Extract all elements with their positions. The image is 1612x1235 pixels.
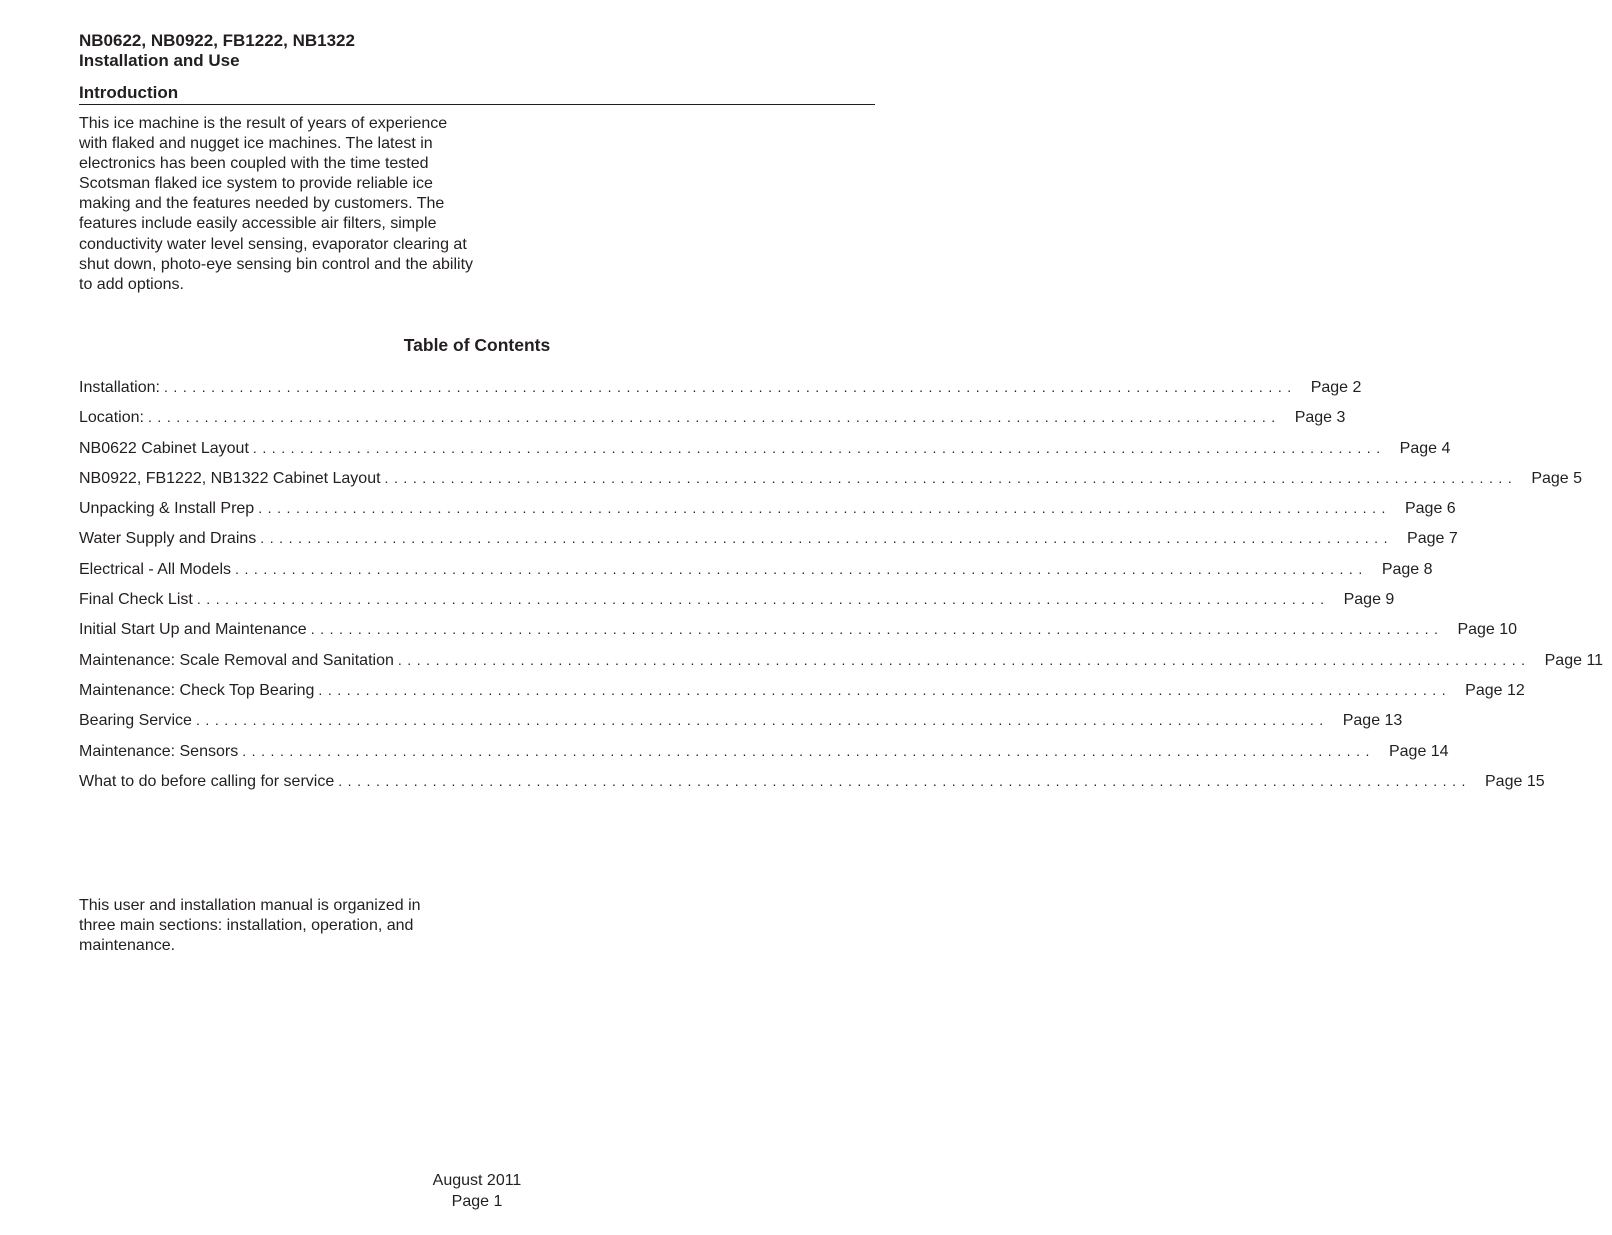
toc-entry-water-supply[interactable] (79, 527, 1458, 557)
dot-leader: ........................................................................................................................ (163, 379, 1297, 395)
toc-entry-page: Page 10 (1457, 621, 1518, 639)
dot-leader: ........................................................................................................................ (318, 681, 1452, 698)
dot-leader: ........................................................................................................................ (338, 772, 1471, 789)
dot-leader: ........................................................................................................................ (310, 621, 1444, 638)
toc-entry-initial-start-up[interactable] (79, 618, 1518, 648)
toc-entry-before-calling-service[interactable] (79, 770, 1545, 800)
dot-leader: ........................................................................................................................ (242, 742, 1375, 759)
toc-entry-check-top-bearing[interactable] (79, 679, 1525, 709)
toc-entry-page: Page 5 (1531, 469, 1583, 487)
dot-leader: ........................................................................................................................ (258, 500, 1391, 517)
toc-entry-page: Page 8 (1381, 560, 1433, 578)
model-numbers: NB0622, NB0922, FB1222, NB1322 (79, 31, 355, 50)
toc-entry-cabinet-layout-large[interactable] (79, 467, 1583, 497)
toc-entry-label: NB0922, FB1222, NB1322 Cabinet Layout (79, 469, 381, 487)
toc-entry-final-check-list[interactable] (79, 588, 1395, 618)
manual-organization-paragraph: This user and installation manual is organized in three main sections: installation, operation, and maintenance. (79, 897, 421, 955)
toc-entry-label: Water Supply and Drains (79, 530, 257, 548)
introduction-paragraph: This ice machine is the result of years of experience with flaked and nugget ice machines. The latest in electronics has been coupled with the time tested Scotsman flaked ice system to provide reliable ice making and the features needed by customers. The features include easily accessible air filters, simple conductivity water level sensing, evaporator clearing at shut down, photo-eye sensing bin control and the ability to add options. (79, 115, 474, 293)
toc-entry-label: Location: (79, 409, 144, 427)
toc-entry-label: Unpacking & Install Prep (79, 500, 255, 518)
toc-entry-label: NB0622 Cabinet Layout (79, 439, 249, 457)
toc-entry-label: What to do before calling for service (79, 772, 335, 790)
toc-entry-label: Installation: (79, 379, 160, 396)
dot-leader: ........................................................................................................................ (196, 591, 1330, 608)
toc-entry-page: Page 2 (1310, 379, 1362, 396)
toc-entry-nb0622-cabinet-layout[interactable] (79, 437, 1451, 467)
toc-entry-page: Page 3 (1294, 409, 1346, 427)
toc-entry-label: Electrical - All Models (79, 560, 232, 578)
dot-leader: ........................................................................................................................ (147, 409, 1281, 426)
toc-entry-label: Final Check List (79, 591, 193, 609)
toc-entry-label: Maintenance: Scale Removal and Sanitation (79, 651, 394, 669)
document-subtitle: Installation and Use (79, 51, 240, 70)
dot-leader: ........................................................................................................................ (195, 712, 1329, 729)
toc-entry-page: Page 15 (1485, 772, 1545, 790)
toc-title: Table of Contents (403, 335, 551, 355)
toc-entry-page: Page 4 (1399, 439, 1451, 457)
toc-entry-label: Maintenance: Check Top Bearing (79, 681, 315, 699)
toc-entry-page: Page 11 (1544, 651, 1604, 669)
page-footer (0, 1171, 954, 1212)
toc-entry-scale-removal[interactable] (79, 649, 1604, 679)
dot-leader: ........................................................................................................................ (260, 530, 1394, 547)
dot-leader: ........................................................................................................................ (235, 560, 1368, 577)
toc-entry-page: Page 6 (1404, 500, 1456, 518)
toc-entry-page: Page 9 (1343, 591, 1395, 609)
toc-entry-unpacking[interactable] (79, 497, 1456, 527)
page-number: Page 1 (451, 1192, 503, 1210)
toc-entry-electrical[interactable] (79, 558, 1433, 588)
publication-date: August 2011 (432, 1172, 522, 1189)
toc-entry-installation[interactable] (79, 376, 1362, 406)
introduction-heading: Introduction (79, 83, 875, 105)
toc-entry-label: Bearing Service (79, 712, 192, 730)
toc-entry-page: Page 13 (1342, 712, 1403, 730)
toc-entry-label: Initial Start Up and Maintenance (79, 621, 307, 639)
toc-entry-bearing-service[interactable] (79, 709, 1403, 739)
toc-entry-label: Maintenance: Sensors (79, 742, 239, 760)
toc-entry-location[interactable] (79, 406, 1346, 436)
dot-leader: ........................................................................................................................ (252, 439, 1386, 456)
table-of-contents (79, 376, 1604, 800)
document-header (79, 31, 875, 71)
dot-leader: ........................................................................................................................ (384, 469, 1518, 486)
toc-entry-page: Page 14 (1388, 742, 1449, 760)
toc-entry-page: Page 12 (1465, 681, 1525, 699)
toc-entry-sensors[interactable] (79, 740, 1449, 770)
toc-entry-page: Page 7 (1407, 530, 1458, 548)
dot-leader: ........................................................................................................................ (397, 651, 1531, 668)
